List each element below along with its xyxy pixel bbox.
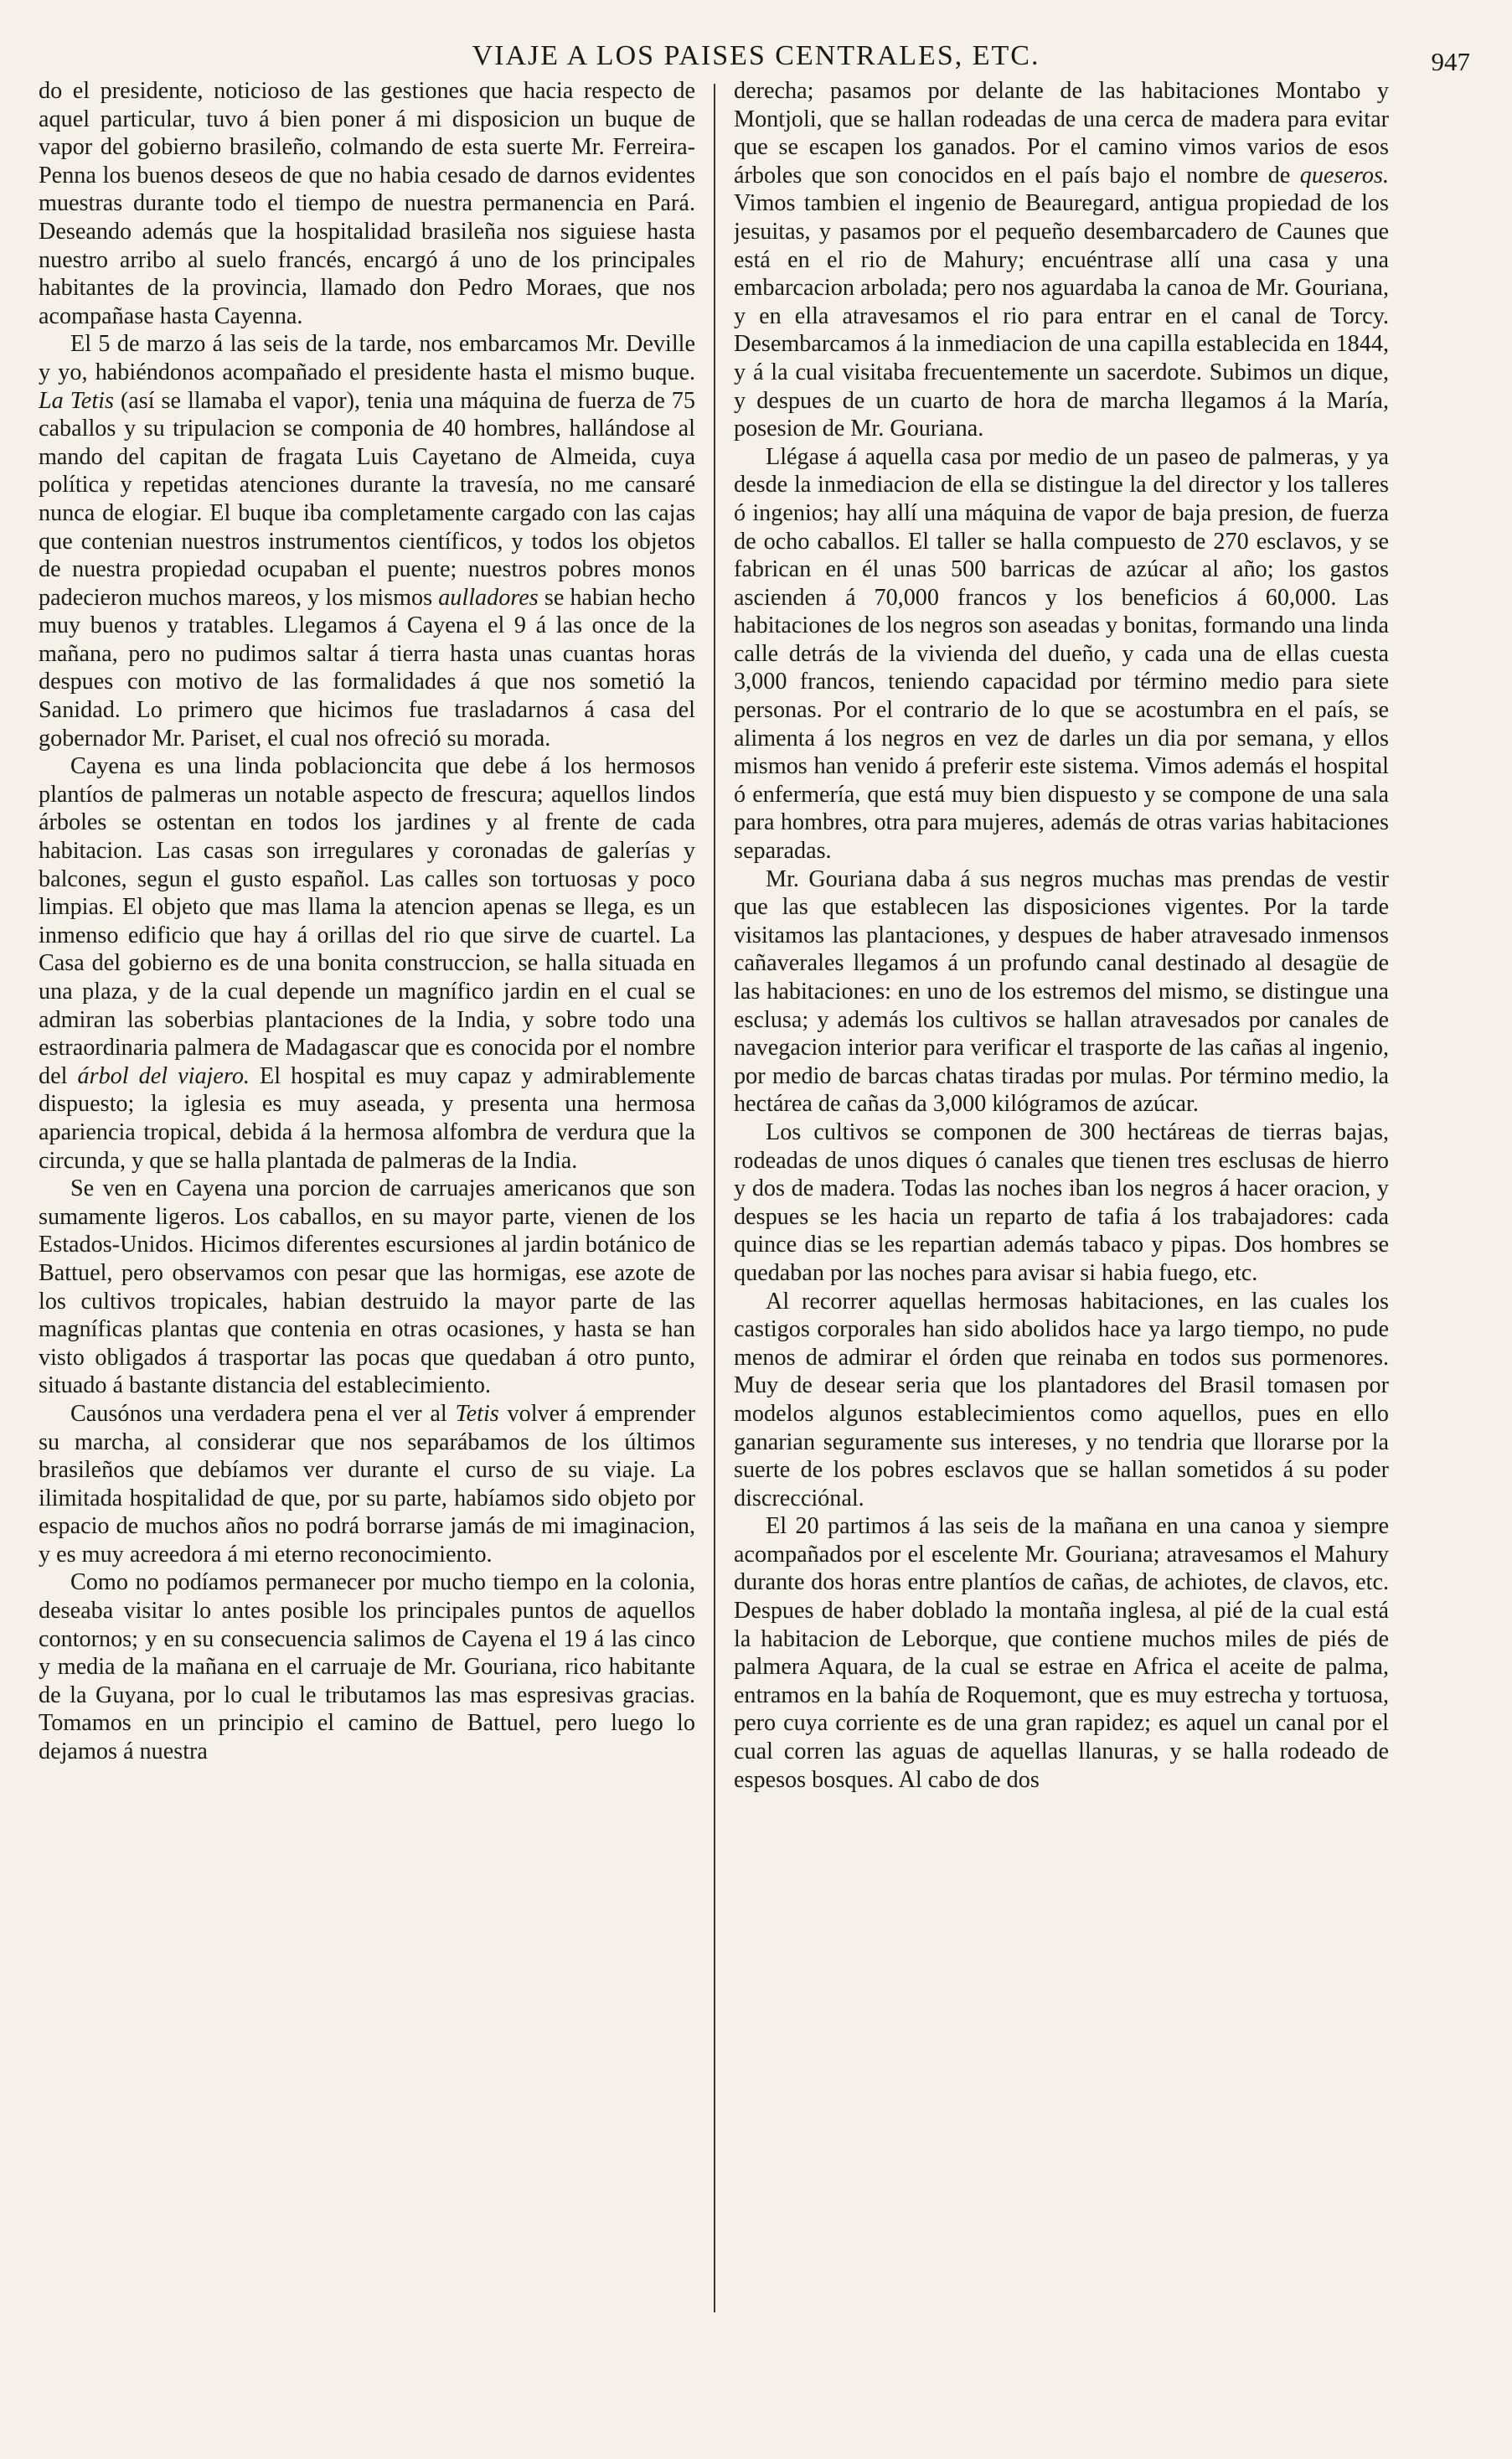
paragraph (39, 752, 695, 1175)
paragraph-text: derecha; pasamos por delante de las habitaciones Montabo y Montjoli, que se hallan rodeadas de una cerca de madera para evitar que se escapen los ganados. Por el camino vimos varios de esos árboles que son conocidos en el país bajo el nombre de (734, 78, 1389, 189)
paragraph-text: El hospital es muy capaz y admirablemente dispuesto; la iglesia es muy aseada, y presenta una hermosa apariencia tropical, debida á la hermosa alfombra de verdura que la circunda, y que se halla plantada de palmeras de la India. (39, 1062, 695, 1174)
paragraph: Al recorrer aquellas hermosas habitaciones, en las cuales los castigos corporales han sido abolidos hace ya largo tiempo, no pude menos de admirar el órden que reinaba en todos sus pormenores. Muy de desear seria que los plantadores del Brasil tomasen por modelos algunos establecimientos como aquellos, pues en ello ganarian seguramente sus intereses, y no tendria que llorarse por la suerte de los pobres esclavos que se hallan sometidos á su poder discrecciónal. (734, 1288, 1389, 1511)
paragraph: Los cultivos se componen de 300 hectáreas de tierras bajas, rodeadas de unos diques ó canales que tienen tres esclusas de hierro y dos de madera. Todas las noches iban los negros á hacer oracion, y despues se les hacia un reparto de tafia á los trabajadores: cada quince dias se les repartian además tabaco y pipas. Dos hombres se quedaban por las noches para avisar si habia fuego, etc. (734, 1118, 1389, 1286)
page-header (34, 37, 1478, 79)
paragraph-text: Causónos una verdadera pena el ver al (70, 1400, 447, 1427)
column-divider (714, 84, 715, 2312)
paragraph: Como no podíamos permanecer por mucho tiempo en la colonia, deseaba visitar lo antes posible los principales puntos de aquellos contornos; y en su consecuencia salimos de Cayena el 19 á las cinco y media de la mañana en el carruaje de Mr. Gouriana, rico habitante de la Guyana, por lo cual le tributamos las mas espresivas gracias. Tomamos en un principio el camino de Battuel, pero luego lo dejamos á nuestra (39, 1569, 695, 1765)
paragraph-text: (así se llamaba el vapor), tenia una máquina de fuerza de 75 caballos y su tripulacion se componia de 40 hombres, hallándose al mando del capitan de fragata Luis Cayetano de Almeida, cuya política y repetidas atenciones durante la travesía, no me cansaré nunca de elogiar. El buque iba completamente cargado con las cajas que contenian nuestros instrumentos científicos, y todos los objetos de nuestra propiedad ocupaban el puente; nuestros pobres monos padecieron muchos mareos, y los mismos (39, 387, 695, 611)
right-column (734, 77, 1389, 2415)
paragraph: do el presidente, noticioso de las gestiones que hacia respecto de aquel particular, tuvo á bien poner á mi disposicion un buque de vapor del gobierno brasileño, colmando de esta suerte Mr. Ferreira-Penna los buenos deseos de que no habia cesado de darnos evidentes muestras durante todo el tiempo de nuestra permanencia en Pará. Deseando además que la hospitalidad brasileña nos siguiese hasta nuestro arribo al suelo francés, encargó á uno de los principales habitantes de la provincia, llamado don Pedro Moraes, que nos acompañase hasta Cayenna. (39, 78, 695, 329)
paragraph-text: volver á emprender su marcha, al considerar que nos separábamos de los últimos brasileños que debíamos ver durante el curso de su viaje. La ilimitada hospitalidad de que, por su parte, habíamos sido objeto por espacio de muchos años no podrá borrarse jamás de mi imaginacion, y es muy acreedora á mi eterno reconocimiento. (39, 1400, 695, 1568)
italic-term: aulladores (438, 584, 539, 611)
paragraph (39, 330, 695, 752)
paragraph (734, 77, 1389, 443)
paragraph-text: El 5 de marzo á las seis de la tarde, nos embarcamos Mr. Deville y yo, habiéndonos acompañado el presidente hasta el mismo buque. (39, 331, 695, 385)
paragraph-text: Cayena es una linda poblacioncita que debe á los hermosos plantíos de palmeras un notable aspecto de frescura; aquellos lindos árboles se ostentan en todos los jardines y al frente de cada habitacion. Las casas son irregulares y coronadas de galerías y balcones, segun el gusto español. Las calles son tortuosas y poco limpias. El objeto que mas llama la atencion apenas se llega, es un inmenso edificio que hay á orillas del rio que sirve de cuartel. La Casa del gobierno es de una bonita construccion, se halla situada en una plaza, y de la cual depende un magnífico jardin en el cual se admiran las soberbias plantaciones de la India, y sobre todo una estraordinaria palmera de Madagascar que es conocida por el nombre del (39, 753, 695, 1089)
italic-term: queseros. (1299, 162, 1389, 189)
left-column (39, 77, 695, 2415)
paragraph (39, 1400, 695, 1569)
italic-term: árbol del viajero. (77, 1062, 250, 1089)
ship-name: La Tetis (39, 387, 114, 414)
paragraph: Llégase á aquella casa por medio de un paseo de palmeras, y ya desde la inmediacion de ella se distingue la del director y los talleres ó ingenios; hay allí una máquina de vapor de baja presion, de fuerza de ocho caballos. El taller se halla compuesto de 270 esclavos, y se fabrican en él unas 500 barricas de azúcar al año; los gastos ascienden á 70,000 francos y los beneficios á 60,000. Las habitaciones de los negros son aseadas y bonitas, formando una linda calle detrás de la vivienda del dueño, y cada una de ellas cuesta 3,000 francos, teniendo capacidad por término medio para siete personas. Por el contrario de lo que se acostumbra en el país, se alimenta á los negros en vez de darles un dia por semana, y ellos mismos han venido á preferir este sistema. Vimos además el hospital ó enfermería, que está muy bien dispuesto y se compone de una sala para hombres, otra para mujeres, además de otras varias habitaciones separadas. (734, 443, 1389, 865)
ship-name: Tetis (455, 1400, 499, 1427)
page-number: 947 (1431, 47, 1470, 76)
paragraph: El 20 partimos á las seis de la mañana en una canoa y siempre acompañados por el escelente Mr. Gouriana; atravesamos el Mahury durante dos horas entre plantíos de cañas, de achiotes, de clavos, etc. Despues de haber doblado la montaña inglesa, al pié de la cual está la habitacion de Leborque, que contiene muchos miles de piés de palmera Aquara, de la cual se estrae en Africa el aceite de palma, entramos en la bahía de Roquemont, que es muy estrecha y tortuosa, pero cuya corriente es de una gran rapidez; es aquel un canal por el cual corren las aguas de aquellas llanuras, y se halla rodeado de espesos bosques. Al cabo de dos (734, 1513, 1389, 1793)
paragraph: Mr. Gouriana daba á sus negros muchas mas prendas de vestir que las que establecen las disposiciones vigentes. Por la tarde visitamos las plantaciones, y despues de haber atravesado inmensos cañaverales llegamos á un profundo canal destinado al desagüe de las habitaciones: en uno de los estremos del mismo, se distingue una esclusa; y además los cultivos se hallan atravesados por canales de navegacion interior para verificar el trasporte de las cañas al ingenio, por medio de barcas chatas tiradas por mulas. Por término medio, la hectárea de cañas da 3,000 kilógramos de azúcar. (734, 865, 1389, 1118)
running-title: VIAJE A LOS PAISES CENTRALES, ETC. (472, 40, 1040, 71)
paragraph-text: se habian hecho muy buenos y tratables. Llegamos á Cayena el 9 á las once de la mañana, pero no pudimos saltar á tierra hasta unas cuantas horas despues con motivo de las formalidades á que nos sometió la Sanidad. Lo primero que hicimos fue trasladarnos á casa del gobernador Mr. Pariset, el cual nos ofreció su morada. (39, 584, 695, 752)
paragraph-text: Vimos tambien el ingenio de Beauregard, antigua propiedad de los jesuitas, y pasamos por el pequeño desembarcadero de Caunes que está en el rio de Mahury; encuéntrase allí una casa y una embarcacion arbolada; pero nos aguardaba la canoa de Mr. Gouriana, y en ella atravesamos el rio para entrar en el canal de Torcy. Desembarcamos á la inmediacion de una capilla establecida en 1844, y á la cual visitaba frecuentemente un sacerdote. Subimos un dique, y despues de un cuarto de hora de marcha llegamos á la María, posesion de Mr. Gouriana. (734, 190, 1389, 442)
paragraph: Se ven en Cayena una porcion de carruajes americanos que son sumamente ligeros. Los caballos, en su mayor parte, vienen de los Estados-Unidos. Hicimos diferentes escursiones al jardin botánico de Battuel, pero observamos con pesar que las hormigas, ese azote de los cultivos tropicales, habian destruido la mayor parte de las magníficas plantas que contenia en otras ocasiones, y hasta se han visto obligados á trasportar las pocas que quedaban á otro punto, situado á bastante distancia del establecimiento. (39, 1175, 695, 1399)
